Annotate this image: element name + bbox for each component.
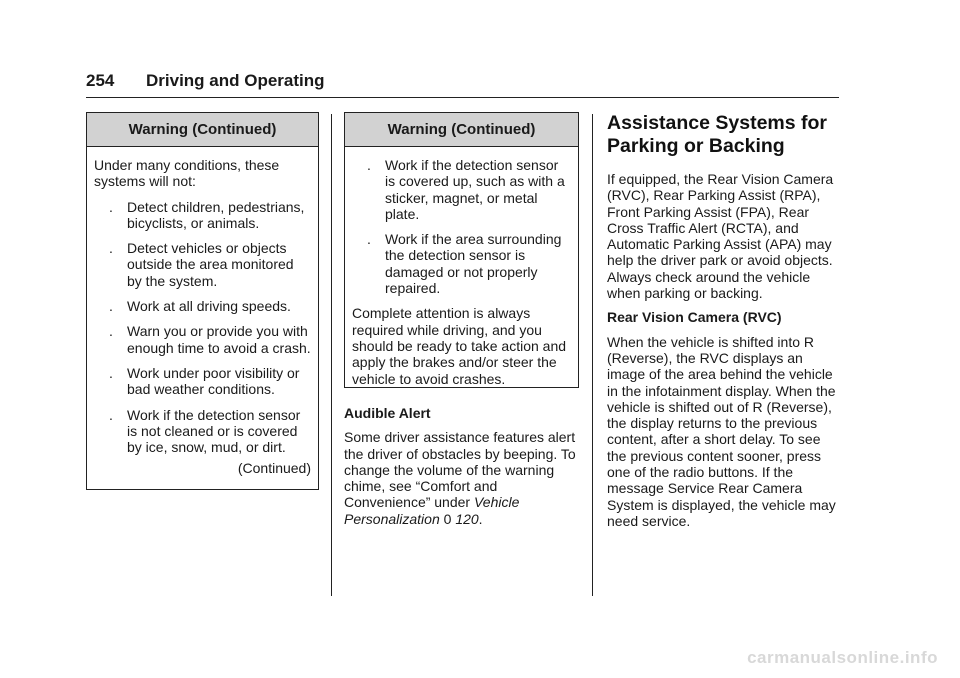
audible-alert-text bbox=[344, 429, 579, 527]
assistance-section bbox=[607, 112, 842, 537]
watermark: carmanualsonline.info bbox=[747, 648, 938, 667]
audible-alert-body: Some driver assistance features alert the driver of obstacles by beeping. To change the volume of the warning chime, see “Comfort and Convenience” under bbox=[344, 429, 576, 511]
list-item-text: Detect children, pedestrians, bicyclists, or animals. bbox=[127, 198, 305, 231]
rvc-text: When the vehicle is shifted into R (Reverse), the RVC displays an image of the area behind the vehicle in the infotainment display. When the vehicle is shifted out of R (Reverse), the display returns to the previous content, after a short delay. To see the previous content sooner, press one of the radio buttons. If the message Service Rear Camera System is displayed, the vehicle may need service. bbox=[607, 333, 836, 529]
list-item bbox=[94, 240, 311, 289]
section-title: Driving and Operating bbox=[146, 71, 325, 90]
warning-intro: Under many conditions, these systems will not: bbox=[94, 157, 280, 190]
list-item-text: Work if the detection sensor is not cleaned or is covered by ice, snow, mud, or dirt. bbox=[127, 406, 301, 456]
warning-list bbox=[94, 199, 311, 456]
list-item-text: Work under poor visibility or bad weather conditions. bbox=[127, 364, 300, 398]
bullet: . bbox=[367, 157, 371, 173]
period: . bbox=[478, 510, 483, 527]
vehicle-personalization-link[interactable]: Vehicle Personalization bbox=[344, 494, 520, 527]
rvc-heading: Rear Vision Camera (RVC) bbox=[607, 309, 782, 326]
header-rule bbox=[86, 97, 839, 98]
bullet: . bbox=[109, 240, 113, 257]
continued-label: (Continued) bbox=[237, 460, 311, 477]
bullet: . bbox=[109, 198, 113, 215]
list-item-text: Work if the detection sensor is covered up, such as with a sticker, magnet, or metal plate. bbox=[385, 157, 565, 222]
list-item-text: Work at all driving speeds. bbox=[127, 298, 291, 315]
bullet: . bbox=[109, 323, 113, 340]
page-number: 254 bbox=[86, 71, 115, 90]
list-item bbox=[352, 231, 571, 296]
bullet: . bbox=[109, 364, 113, 381]
list-item bbox=[94, 199, 311, 232]
bullet: . bbox=[109, 298, 113, 315]
list-item-text: Work if the area surrounding the detection sensor is damaged or not properly repaired. bbox=[385, 231, 562, 297]
warning-box-middle bbox=[344, 112, 579, 388]
assistance-intro: If equipped, the Rear Vision Camera (RVC), Rear Parking Assist (RPA), Front Parking Assist (FPA), Rear Cross Traffic Alert (RCTA), and Automatic Parking Assist (APA) may help the driver park or avoid objects. Always check around the vehicle when parking or backing. bbox=[607, 171, 834, 302]
list-item bbox=[94, 298, 311, 314]
section-heading: Assistance Systems for Parking or Backing bbox=[607, 112, 828, 157]
list-item-text: Detect vehicles or objects outside the area monitored by the system. bbox=[127, 240, 294, 289]
page-ref-icon: 0 bbox=[443, 510, 452, 527]
list-item-text: Warn you or provide you with enough time to avoid a crash. bbox=[127, 323, 311, 356]
warning-body bbox=[87, 147, 318, 477]
bullet: . bbox=[109, 406, 113, 423]
warning-closing: Complete attention is always required while driving, and you should be ready to take action and apply the brakes and/or steer the vehicle to avoid crashes. bbox=[352, 305, 567, 387]
bullet: . bbox=[367, 231, 371, 248]
list-item bbox=[94, 323, 311, 356]
column-divider-left bbox=[331, 114, 332, 596]
warning-heading: Warning (Continued) bbox=[345, 113, 578, 147]
column-divider-right bbox=[592, 114, 593, 596]
list-item bbox=[94, 365, 311, 398]
warning-list bbox=[352, 157, 571, 296]
audible-alert-section bbox=[344, 405, 579, 535]
warning-heading: Warning (Continued) bbox=[87, 113, 318, 147]
list-item bbox=[94, 407, 311, 456]
audible-alert-heading: Audible Alert bbox=[344, 405, 431, 421]
warning-box-left bbox=[86, 112, 319, 490]
page-ref-number[interactable]: 120 bbox=[455, 510, 479, 527]
list-item bbox=[352, 157, 571, 222]
warning-body bbox=[345, 147, 578, 387]
